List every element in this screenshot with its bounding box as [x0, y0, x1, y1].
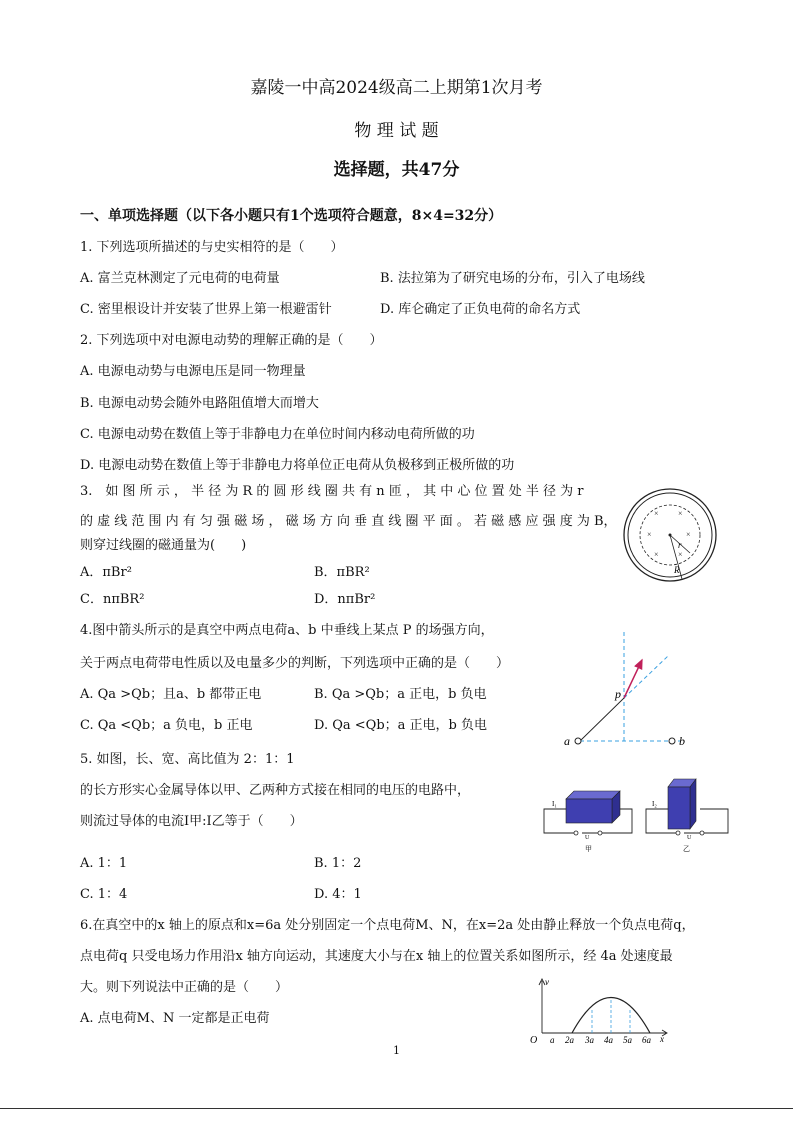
field-cross: ×: [678, 550, 683, 559]
q3-option-a: A．πBr²: [80, 565, 132, 580]
field-cross: ×: [654, 550, 659, 559]
label-a: a: [564, 734, 570, 748]
q5-option-a: A. 1：1: [80, 856, 128, 871]
terminal: [574, 831, 578, 835]
tick-label: 4a: [604, 1035, 613, 1045]
q5-option-b: B. 1：2: [314, 856, 362, 871]
field-cross: ×: [678, 509, 683, 518]
label-u-yi: U: [687, 835, 692, 841]
q3-stem-line2: 的 虚 线 范 围 内 有 匀 强 磁 场 ， 磁 场 方 向 垂 直 线 圈 平 面 。 若 磁 感 应 强 度 为 B，: [80, 514, 617, 529]
label-b: b: [679, 734, 685, 748]
field-cross: ×: [654, 509, 659, 518]
terminal: [700, 831, 704, 835]
tick-label: a: [550, 1035, 555, 1045]
q3-stem-line3: 则穿过线圈的磁通量为( ): [80, 538, 247, 553]
label-i2: I₂: [652, 800, 657, 808]
q6-stem-line1: 6.在真空中的x 轴上的原点和x=6a 处分别固定一个点电荷M、N，在x=2a 处由静止释放一个负点电荷q，: [80, 918, 695, 933]
q4-field-figure: [560, 630, 695, 750]
q5-stem-line2: 的长方形实心金属导体以甲、乙两种方式接在相同的电压的电路中，: [80, 783, 471, 798]
block-yi: [668, 779, 696, 829]
q6-stem-line2: 点电荷q 只受电场力作用沿x 轴方向运动，其速度大小与在x 轴上的位置关系如图所示，经 4a 处速度最: [80, 949, 673, 964]
section-title: 选择题，共47分: [333, 160, 460, 180]
label-R: R: [674, 565, 680, 575]
q1-option-d: D. 库仑确定了正负电荷的命名方式: [380, 302, 581, 317]
charge-a: [575, 738, 581, 744]
q6-velocity-graph: [520, 975, 670, 1050]
q4-stem-line1: 4.图中箭头所示的是真空中两点电荷a、b 中垂线上某点 P 的场强方向，: [80, 623, 494, 638]
q5-option-c: C. 1：4: [80, 887, 128, 902]
q4-option-c: C. Qa <Qb；a 负电，b 正电: [80, 718, 253, 733]
label-v: v: [545, 977, 549, 987]
charge-b: [669, 738, 675, 744]
part1-heading: 一、单项选择题（以下各小题只有1个选项符合题意，8×4=32分）: [80, 208, 503, 224]
q4-option-a: A. Qa >Qb；且a、b 都带正电: [80, 687, 262, 702]
q2-option-d: D. 电源电动势在数值上等于非静电力将单位正电荷从负极移到正极所做的功: [80, 458, 515, 473]
label-yi: 乙: [683, 845, 690, 853]
label-x: x: [660, 1034, 664, 1044]
label-jia: 甲: [585, 845, 592, 853]
tick-label: 6a: [642, 1035, 651, 1045]
tick-label: 2a: [565, 1035, 574, 1045]
exam-title: 嘉陵一中高2024级高二上期第1次月考: [250, 78, 543, 98]
q2-option-a: A. 电源电动势与电源电压是同一物理量: [80, 364, 306, 379]
tick-label: 5a: [623, 1035, 632, 1045]
q1-option-b: B. 法拉第为了研究电场的分布，引入了电场线: [380, 271, 645, 286]
q3-option-b: B．πBR²: [314, 565, 370, 580]
q1-option-c: C. 密里根设计并安装了世界上第一根避雷针: [80, 302, 332, 317]
field-cross: ×: [647, 530, 652, 539]
q3-coil-figure: [620, 485, 720, 585]
tick-label: 3a: [585, 1035, 594, 1045]
q3-option-d: D．nπBr²: [314, 592, 376, 607]
q1-option-a: A. 富兰克林测定了元电荷的电荷量: [80, 271, 280, 286]
q4-option-b: B. Qa >Qb；a 正电，b 负电: [314, 687, 487, 702]
q2-option-c: C. 电源电动势在数值上等于非静电力在单位时间内移动电荷所做的功: [80, 427, 475, 442]
q6-option-a: A. 点电荷M、N 一定都是正电荷: [80, 1011, 270, 1026]
q5-stem-line1: 5. 如图，长、宽、高比值为 2：1：1: [80, 752, 295, 767]
footer-rule: [0, 1108, 793, 1109]
label-r: r: [678, 540, 682, 550]
q4-stem-line2: 关于两点电荷带电性质以及电量多少的判断，下列选项中正确的是（ ）: [80, 656, 510, 671]
q5-option-d: D. 4：1: [314, 887, 362, 902]
terminal: [598, 831, 602, 835]
q4-option-d: D. Qa <Qb；a 正电，b 负电: [314, 718, 487, 733]
q5-stem-line3: 则流过导体的电流I甲:I乙等于（ ）: [80, 814, 303, 829]
label-p: p: [615, 687, 621, 701]
q2-stem: 2. 下列选项中对电源电动势的理解正确的是（ ）: [80, 333, 383, 348]
page-number: 1: [393, 1044, 400, 1057]
label-o: O: [530, 1035, 538, 1046]
q2-option-b: B. 电源电动势会随外电路阻值增大而增大: [80, 396, 319, 411]
field-cross-marks: [647, 509, 691, 559]
terminal: [676, 831, 680, 835]
q1-stem: 1. 下列选项所描述的与史实相符的是（ ）: [80, 240, 344, 255]
field-arrow: [624, 660, 642, 698]
q5-circuit-figure: [540, 775, 735, 855]
q6-stem-line3: 大。则下列说法中正确的是（ ）: [80, 980, 289, 995]
label-i1: I₁: [552, 800, 557, 808]
extension-line: [624, 656, 668, 698]
subject-title: 物 理 试 题: [354, 121, 439, 141]
q3-option-c: C．nπBR²: [80, 592, 145, 607]
a-to-p-line: [580, 698, 624, 741]
block-jia: [566, 791, 620, 823]
label-u-jia: U: [585, 835, 590, 841]
q3-stem-line1: 3. 如 图 所 示 ， 半 径 为 R 的 圆 形 线 圈 共 有 n 匝 ， 其 中 心 位 置 处 半 径 为 r: [80, 484, 584, 499]
field-cross: ×: [686, 530, 691, 539]
